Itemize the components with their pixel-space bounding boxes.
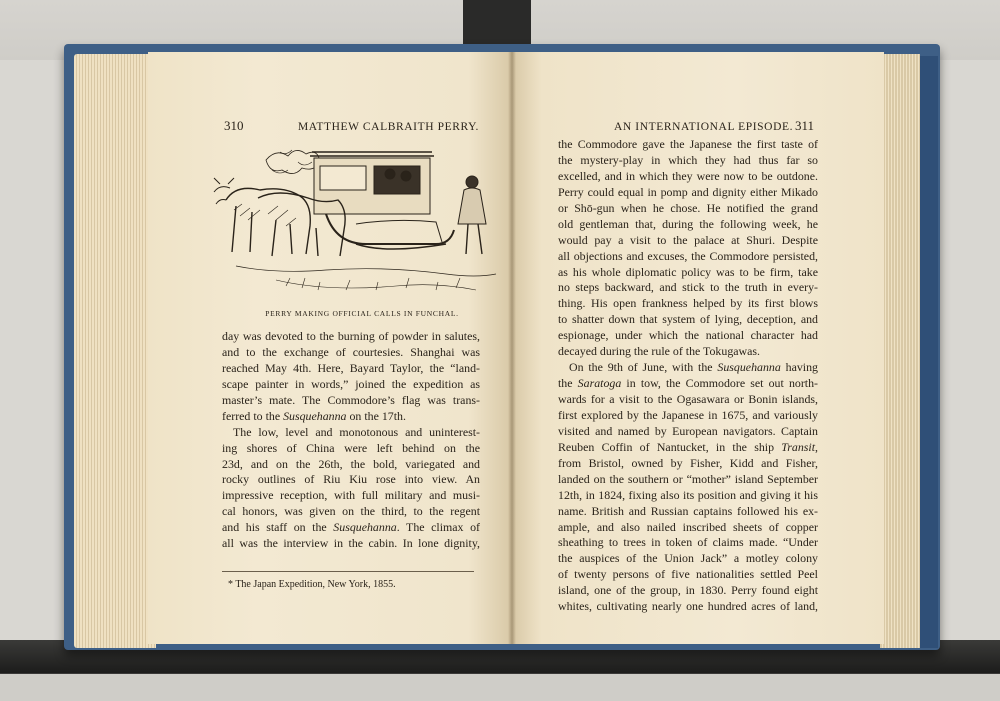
text-line: excelled, and in which they were now to be outdone. <box>558 168 818 183</box>
page-edges-right <box>880 54 920 648</box>
right-page-number: 311 <box>794 118 814 133</box>
text-line: The low, level and monotonous and uninterest- <box>233 424 480 439</box>
text-line: wards for a visit to the Ogasawara or Bonin islands, <box>558 392 818 406</box>
text-line: espionage, under which the national character had <box>558 328 818 343</box>
text-line: Perry could equal in pomp and dignity either Mikado <box>558 184 818 199</box>
right-running-title: AN INTERNATIONAL EPISODE. <box>614 121 794 133</box>
right-body-text <box>558 137 818 615</box>
text-line: whites, cultivating nearly one hundred acres of land, <box>558 599 818 614</box>
illustration-oxcart <box>206 140 498 306</box>
footnote-rule <box>222 571 474 572</box>
text-line: Reuben Coffin of Nantucket, in the ship Transit, <box>558 439 818 454</box>
text-line: and to the exchange of courtesies. Shanghai was <box>222 344 480 359</box>
text-line: old gentleman that, during the following week, he <box>558 216 818 231</box>
page-edges-left <box>74 54 156 648</box>
text-line: ample, and also nailed inscribed sheets of copper <box>558 519 818 534</box>
text-line: sheathing to trees in token of claims made. “Under <box>558 535 818 550</box>
text-line: 12th, in 1824, fixing also its position and giving it his <box>558 487 818 502</box>
text-line: master’s mate. The Commodore’s flag was trans- <box>222 392 480 407</box>
text-line: decayed during the rule of the Tokugawas. <box>558 344 761 359</box>
text-line: 23d, and on the 26th, the bold, variegated and <box>222 456 480 471</box>
text-line: reached May 4th. Here, Bayard Taylor, the “land- <box>222 360 480 375</box>
text-line: no steps backward, and stick to the truth in every- <box>558 280 818 295</box>
text-line: ferred to the Susquehanna on the 17th. <box>222 408 406 423</box>
text-line: as his whole diplomatic policy was to be firm, take <box>558 264 818 279</box>
text-line: first explored by the Japanese in 1675, and variously <box>558 407 818 422</box>
text-line: island, one of the group, in 1830. Perry found eight <box>558 583 818 598</box>
text-line: impressive reception, with full military and musi- <box>222 488 480 503</box>
text-line: ing shores of China were left behind on the <box>222 440 480 455</box>
text-line: landed on the southern or “mother” island September <box>558 471 818 486</box>
text-line: to shatter down that system of lying, deception, and <box>558 312 818 327</box>
text-line: On the 9th of June, with the Susquehanna having <box>569 360 819 375</box>
text-line: the Commodore gave the Japanese the first taste of <box>558 137 818 151</box>
left-running-head <box>224 118 479 134</box>
text-line: would pay a visit to the palace at Shuri. Despite <box>558 232 818 247</box>
text-line: from Bristol, owned by Fisher, Kidd and Fisher, <box>558 455 818 470</box>
left-page-number: 310 <box>224 118 244 133</box>
text-line: or Shō-gun when he chose. He notified the grand <box>558 200 818 215</box>
illustration-caption: PERRY MAKING OFFICIAL CALLS IN FUNCHAL. <box>265 309 459 318</box>
footnote: * The Japan Expedition, New York, 1855. <box>228 579 396 590</box>
text-line: of twenty persons of five nationalities settled Peel <box>558 567 818 582</box>
text-line: day was devoted to the burning of powder in salutes, <box>222 329 480 343</box>
text-line: name. British and Russian captains followed his ex- <box>558 503 818 518</box>
right-running-head <box>614 118 814 134</box>
book-cover-edge <box>918 56 938 648</box>
text-line: the auspices of the Union Jack” a motley colony <box>558 551 818 566</box>
text-line: the mystery-play in which they had thus far so <box>558 152 818 167</box>
text-line: the Saratoga in tow, the Commodore set out north- <box>558 376 818 391</box>
text-line: all objections and excuses, the Commodore persisted, <box>558 248 818 263</box>
left-running-title: MATTHEW CALBRAITH PERRY. <box>297 121 479 133</box>
text-line: and his staff on the Susquehanna. The climax of <box>222 520 480 535</box>
text-line: all was the interview in the cabin. In lone dignity, <box>222 536 480 551</box>
text-line: visited and named by European navigators. Captain <box>558 423 818 438</box>
left-page <box>148 52 512 644</box>
text-line: thing. His open frankness helped by its first blows <box>558 296 818 311</box>
text-line: cal honors, was given on the third, to the regent <box>222 504 480 519</box>
left-body-text <box>222 329 480 552</box>
text-line: scape painter in words,” joined the expedition as <box>222 376 480 391</box>
book-gutter <box>508 52 516 644</box>
text-line: rocky outlines of Riu Kiu rose into view. An <box>222 472 480 487</box>
right-page <box>512 52 884 644</box>
